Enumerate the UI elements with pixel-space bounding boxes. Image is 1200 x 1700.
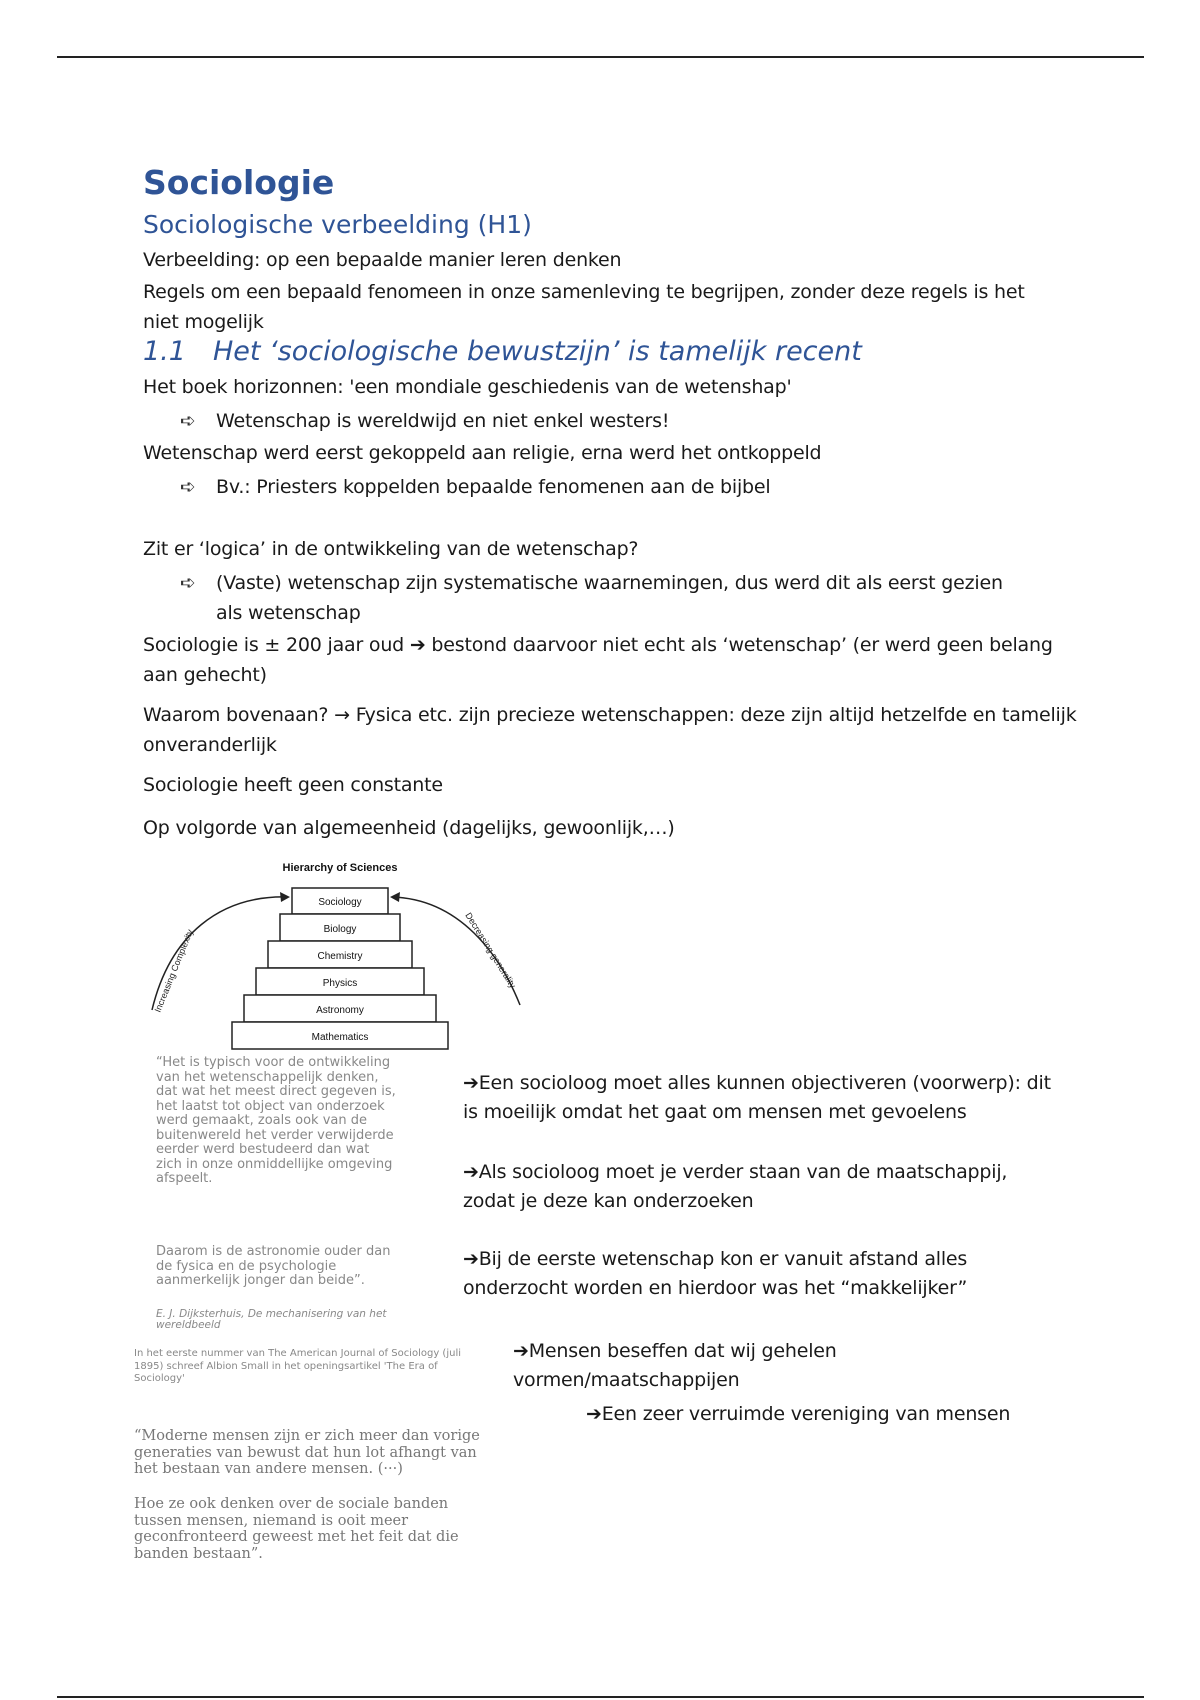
top-rule xyxy=(57,56,1144,58)
bullet-2-text: Bv.: Priesters koppelden bepaalde fenomenen aan de bijbel xyxy=(216,476,771,498)
paragraph-3: Zit er ‘logica’ in de ontwikkeling van de wetenschap? xyxy=(143,538,639,560)
dijksterhuis-source: E. J. Dijksterhuis, De mechanisering van het wereldbeeld xyxy=(156,1308,387,1331)
bullet-1-text: Wetenschap is wereldwijd en niet enkel westers! xyxy=(216,410,670,432)
bullet-1 xyxy=(180,406,1030,436)
note-2: ➔Als socioloog moet je verder staan van de maatschappij, zodat je deze kan onderzoeken xyxy=(463,1161,1008,1212)
left-arrowhead-icon xyxy=(280,892,290,902)
note-3: ➔Bij de eerste wetenschap kon er vanuit afstand alles onderzocht worden en hierdoor was het “makkelijker” xyxy=(463,1248,968,1299)
bullet-arrow-icon: ➪ xyxy=(180,410,196,432)
level-label: Chemistry xyxy=(317,951,363,962)
level-label: Sociology xyxy=(318,897,362,908)
paragraph-4: Sociologie is ± 200 jaar oud ➔ bestond daarvoor niet echt als ‘wetenschap’ (er werd geen belang aan gehecht) xyxy=(143,634,1053,686)
section-heading xyxy=(143,336,862,367)
small-quote-2: Hoe ze ook denken over de sociale banden tussen mensen, niemand is ooit meer geconfronteerd geweest met het feit dat die banden bestaan”. xyxy=(134,1496,459,1562)
left-arrow-label: Increasing Complexity xyxy=(152,927,196,1014)
bullet-3-text: (Vaste) wetenschap zijn systematische waarnemingen, dus werd dit als eerst gezien als wetenschap xyxy=(216,572,1003,624)
note-1: ➔Een socioloog moet alles kunnen objectiveren (voorwerp): dit is moeilijk omdat het gaat om mensen met gevoelens xyxy=(463,1072,1051,1123)
bullet-2 xyxy=(180,472,1030,502)
level-label: Mathematics xyxy=(311,1032,369,1043)
dijksterhuis-quote-1: “Het is typisch voor de ontwikkeling van het wetenschappelijk denken, dat wat het meest direct gegeven is, het laatst tot object van onderzoek werd gemaakt, zoals ook van de buitenwereld het verder verwijderde eerder werd bestudeerd dan wat zich in onze onmiddellijke omgeving afspeelt. xyxy=(156,1055,396,1186)
note-5: ➔Een zeer verruimde vereniging van mensen xyxy=(586,1403,1011,1425)
paragraph-6: Sociologie heeft geen constante xyxy=(143,774,443,796)
paragraph-7: Op volgorde van algemeenheid (dagelijks, gewoonlijk,…) xyxy=(143,817,675,839)
intro-line-2: Regels om een bepaald fenomeen in onze samenleving te begrijpen, zonder deze regels is het niet mogelijk xyxy=(143,281,1025,333)
document-title: Sociologie xyxy=(143,163,335,202)
bullet-arrow-icon: ➪ xyxy=(180,572,196,594)
level-label: Astronomy xyxy=(316,1005,364,1016)
right-arrow-label: Decreasing generality xyxy=(463,910,518,990)
small-quote-intro: In het eerste nummer van The American Journal of Sociology (juli 1895) schreef Albion Small in het openingsartikel 'The Era of Sociology' xyxy=(134,1348,461,1384)
level-label: Biology xyxy=(323,924,357,935)
heading-1: Sociologische verbeelding (H1) xyxy=(143,210,532,239)
paragraph-1: Het boek horizonnen: 'een mondiale geschiedenis van de wetenshap' xyxy=(143,376,792,398)
hierarchy-of-sciences-diagram xyxy=(140,855,540,1050)
bottom-rule xyxy=(57,1696,1144,1698)
diagram-title: Hierarchy of Sciences xyxy=(282,862,398,874)
bullet-arrow-icon: ➪ xyxy=(180,476,196,498)
level-label: Physics xyxy=(322,978,358,989)
small-quote-1: “Moderne mensen zijn er zich meer dan vorige generaties van bewust dat hun lot afhangt van het bestaan van andere mensen. (···) xyxy=(134,1428,480,1477)
intro-line-1: Verbeelding: op een bepaalde manier leren denken xyxy=(143,249,622,271)
note-4: ➔Mensen beseffen dat wij gehelen vormen/maatschappijen xyxy=(513,1340,837,1391)
right-arrowhead-icon xyxy=(390,892,400,902)
dijksterhuis-quote-2: Daarom is de astronomie ouder dan de fysica en de psychologie aanmerkelijk jonger dan beide”. xyxy=(156,1244,391,1288)
paragraph-2: Wetenschap werd eerst gekoppeld aan religie, erna werd het ontkoppeld xyxy=(143,442,822,464)
bullet-3 xyxy=(180,568,1020,628)
section-title: Het ‘sociologische bewustzijn’ is tamelijk recent xyxy=(213,336,862,367)
section-number: 1.1 xyxy=(143,336,186,367)
paragraph-5: Waarom bovenaan? → Fysica etc. zijn precieze wetenschappen: deze zijn altijd hetzelfde en tamelijk onveranderlijk xyxy=(143,704,1077,756)
